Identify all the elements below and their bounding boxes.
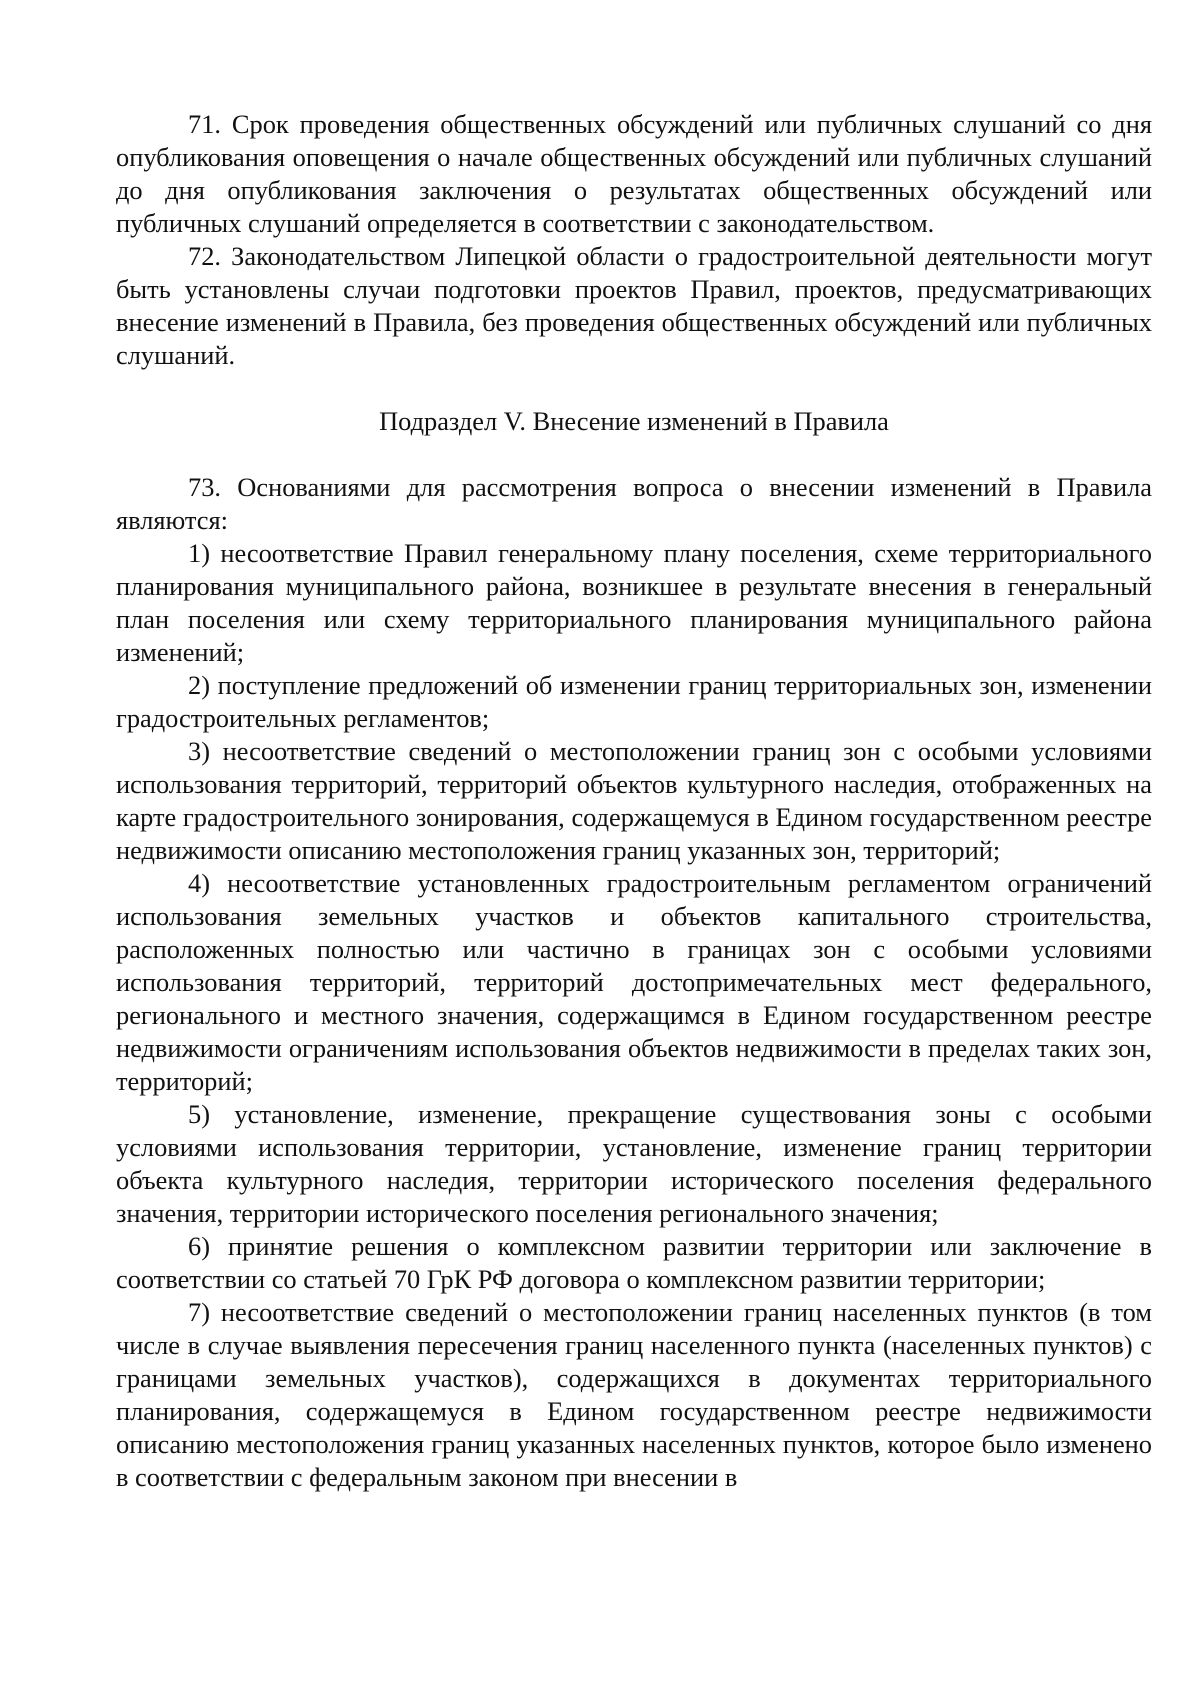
list-item-1: 1) несоответствие Правил генеральному плану поселения, схеме территориального планирования муниципального района, возникшее в результате внесения в генеральный план поселения или схему территориального планирования муниципального района изменений; — [116, 538, 1152, 667]
paragraph-73: 73. Основаниями для рассмотрения вопроса о внесении изменений в Правила являются: — [116, 472, 1152, 535]
list-item-4: 4) несоответствие установленных градостроительным регламентом ограничений использования земельных участков и объектов капитального строительства, расположенных полностью или частично в границах зон с особыми условиями использования территорий, территорий достопримечательных мест федерального, регионального и местного значения, содержащимся в Едином государственном реестре недвижимости ограничениям использования объектов недвижимости в пределах таких зон, территорий; — [116, 868, 1152, 1096]
paragraph-72: 72. Законодательством Липецкой области о градостроительной деятельности могут быть установлены случаи подготовки проектов Правил, проектов, предусматривающих внесение изменений в Правила, без проведения общественных обсуждений или публичных слушаний. — [116, 241, 1152, 370]
document-page — [116, 108, 1152, 1494]
section-heading: Подраздел V. Внесение изменений в Правила — [379, 406, 889, 436]
list-item-7: 7) несоответствие сведений о местоположении границ населенных пунктов (в том числе в случае выявления пересечения границ населенного пункта (населенных пунктов) с границами земельных участков), содержащихся в документах территориального планирования, содержащемуся в Едином государственном реестре недвижимости описанию местоположения границ указанных населенных пунктов, которое было изменено в соответствии с федеральным законом при внесении в — [116, 1297, 1152, 1492]
paragraph-71: 71. Срок проведения общественных обсуждений или публичных слушаний со дня опубликования оповещения о начале общественных обсуждений или публичных слушаний до дня опубликования заключения о результатах общественных обсуждений или публичных слушаний определяется в соответствии с законодательством. — [116, 109, 1152, 238]
list-item-6: 6) принятие решения о комплексном развитии территории или заключение в соответствии со статьей 70 ГрК РФ договора о комплексном развитии территории; — [116, 1231, 1152, 1294]
list-item-2: 2) поступление предложений об изменении границ территориальных зон, изменении градостроительных регламентов; — [116, 670, 1152, 733]
list-item-3: 3) несоответствие сведений о местоположении границ зон с особыми условиями использования территорий, территорий объектов культурного наследия, отображенных на карте градостроительного зонирования, содержащемуся в Едином государственном реестре недвижимости описанию местоположения границ указанных зон, территорий; — [116, 736, 1152, 865]
list-item-5: 5) установление, изменение, прекращение существования зоны с особыми условиями использования территории, установление, изменение границ территории объекта культурного наследия, территории исторического поселения федерального значения, территории исторического поселения регионального значения; — [116, 1099, 1152, 1228]
